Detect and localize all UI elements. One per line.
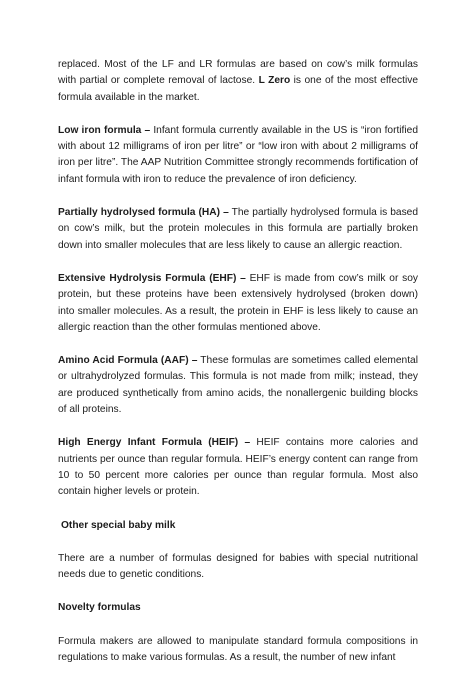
paragraph-text: is one of the most effective formula available in the market. (58, 75, 418, 103)
document-page (58, 57, 418, 683)
heading-novelty-formulas: Novelty formulas (58, 602, 141, 614)
paragraph-text: Infant formula currently available in the US is “iron fortified with about 12 milligrams of iron per litre” or “low iron with about 2 milligrams of iron per litre”. The AAP Nutrition Committee strongly recommends fortification of infant formula with iron to reduce the prevalence of iron deficiency. (58, 124, 418, 185)
heading-other-special-baby-milk: Other special baby milk (61, 519, 176, 531)
paragraph-low-iron (58, 123, 418, 188)
paragraph-text: The partially hydrolysed formula is based on cow’s milk, but the protein molecules in this formula are partially broken down into smaller molecules that are less likely to cause an allergic reaction. (58, 207, 418, 251)
term-partially-hydrolysed-formula: Partially hydrolysed formula (HA) – (58, 207, 229, 219)
product-name-l-zero: L Zero (258, 75, 291, 87)
term-high-energy-infant-formula: High Energy Infant Formula (HEIF) – (58, 437, 251, 449)
paragraph-partially-hydrolysed (58, 205, 418, 254)
term-amino-acid-formula: Amino Acid Formula (AAF) – (58, 355, 198, 367)
paragraph-extensive-hydrolysis (58, 271, 418, 336)
term-extensive-hydrolysis-formula: Extensive Hydrolysis Formula (EHF) – (58, 272, 246, 284)
paragraph-text: HEIF contains more calories and nutrients per ounce than regular formula. HEIF’s energy content can range from 10 to 50 percent more calories per ounce than regular formula. Most also contain higher levels or protein. (58, 437, 418, 498)
paragraph-text: These formulas are sometimes called elemental or ultrahydrolyzed formulas. This formula is not made from milk; instead, they are produced synthetically from amino acids, the nonallergenic building blocks of all proteins. (58, 355, 418, 416)
paragraph-amino-acid (58, 353, 418, 418)
paragraph-novelty: Formula makers are allowed to manipulate standard formula compositions in regulations to make various formulas. As a result, the number of new infant (58, 635, 418, 664)
paragraph-text: replaced. Most of the LF and LR formulas are based on cow’s milk formulas with partial or complete removal of lactose. (58, 59, 418, 87)
paragraph-lactose-free (58, 57, 418, 106)
paragraph-text: EHF is made from cow’s milk or soy protein, but these proteins have been extensively hydrolysed (broken down) into smaller molecules. As a result, the protein in EHF is less likely to cause an allergic reaction than the other formulas mentioned above. (58, 272, 419, 333)
paragraph-high-energy (58, 435, 418, 500)
term-low-iron-formula: Low iron formula – (58, 124, 151, 136)
paragraph-special-needs: There are a number of formulas designed for babies with special nutritional needs due to genetic conditions. (58, 552, 418, 581)
